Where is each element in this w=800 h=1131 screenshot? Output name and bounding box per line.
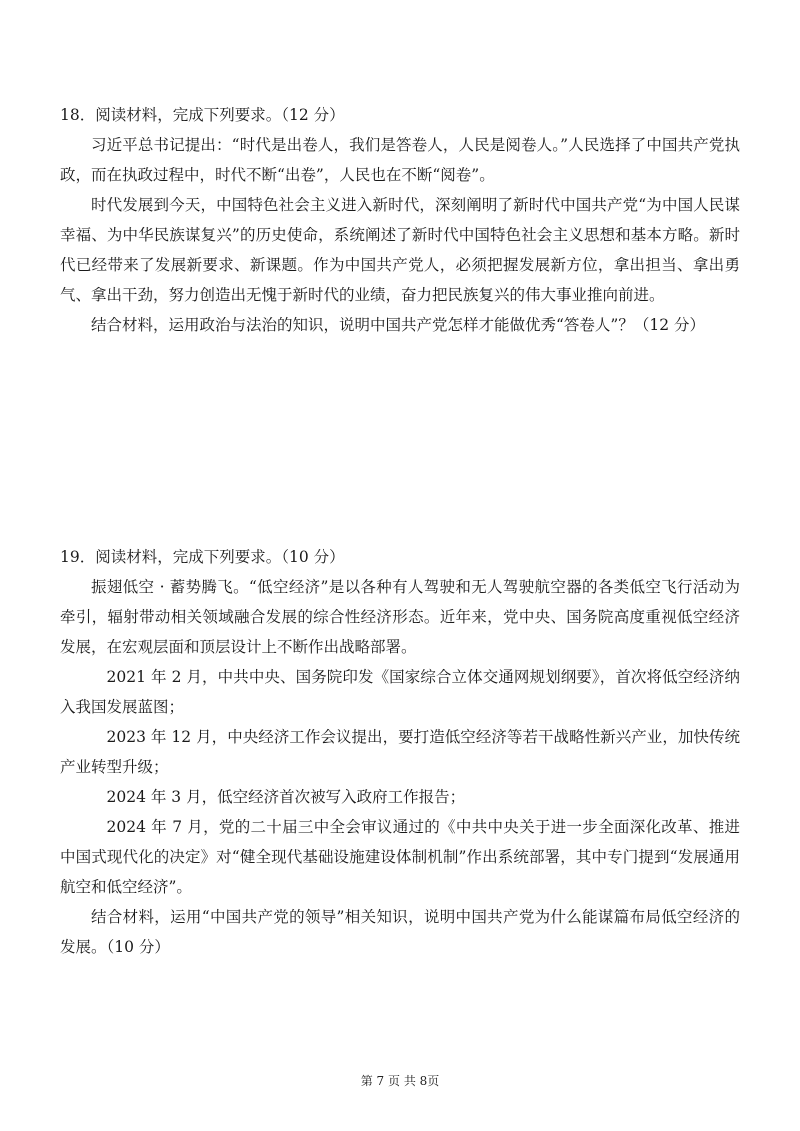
question-18-paragraph: 习近平总书记提出：“时代是出卷人，我们是答卷人，人民是阅卷人。”人民选择了中国共产党执政，而在执政过程中，时代不断“出卷”，人民也在不断“阅卷”。	[60, 136, 740, 184]
question-18-paragraph: 时代发展到今天，中国特色社会主义进入新时代，深刻阐明了新时代中国共产党“为中国人民谋幸福、为中华民族谋复兴”的历史使命，系统阐述了新时代中国特色社会主义思想和基本方略。新时代已经带来了发展新要求、新课题。作为中国共产党人，必须把握发展新方位，拿出担当、拿出勇气、拿出干劲，努力创造出无愧于新时代的业绩，奋力把民族复兴的伟大事业推向前进。	[60, 196, 740, 304]
question-18-prompt: 结合材料，运用政治与法治的知识，说明中国共产党怎样才能做优秀“答卷人”？（12 分）	[91, 316, 706, 334]
question-19-timeline-item: 2023 年 12 月，中央经济工作会议提出，要打造低空经济等若干战略性新兴产业，加快传统产业转型升级；	[60, 728, 740, 776]
question-19	[60, 542, 740, 962]
question-19-timeline-item: 2024 年 3 月，低空经济首次被写入政府工作报告；	[106, 788, 466, 806]
question-19-timeline-item: 2021 年 2 月，中共中央、国务院印发《国家综合立体交通网规划纲要》，首次将低空经济纳入我国发展蓝图；	[60, 668, 740, 716]
question-19-timeline-item: 2024 年 7 月，党的二十届三中全会审议通过的《中共中央关于进一步全面深化改革、推进中国式现代化的决定》对“健全现代基础设施建设体制机制”作出系统部署，其中专门提到“发展通用航空和低空经济”。	[60, 818, 740, 896]
question-18-heading: 18．阅读材料，完成下列要求。（12 分）	[60, 106, 345, 124]
question-18	[60, 100, 740, 340]
question-19-paragraph: 振翅低空 · 蓄势腾飞。“低空经济”是以各种有人驾驶和无人驾驶航空器的各类低空飞行活动为牵引，辐射带动相关领域融合发展的综合性经济形态。近年来，党中央、国务院高度重视低空经济发展，在宏观层面和顶层设计上不断作出战略部署。	[60, 578, 740, 656]
page-number: 第 7 页 共 8页	[360, 1074, 440, 1088]
question-19-prompt: 结合材料，运用“中国共产党的领导”相关知识，说明中国共产党为什么能谋篇布局低空经济的发展。（10 分）	[60, 908, 740, 956]
question-19-heading: 19．阅读材料，完成下列要求。（10 分）	[60, 548, 345, 566]
